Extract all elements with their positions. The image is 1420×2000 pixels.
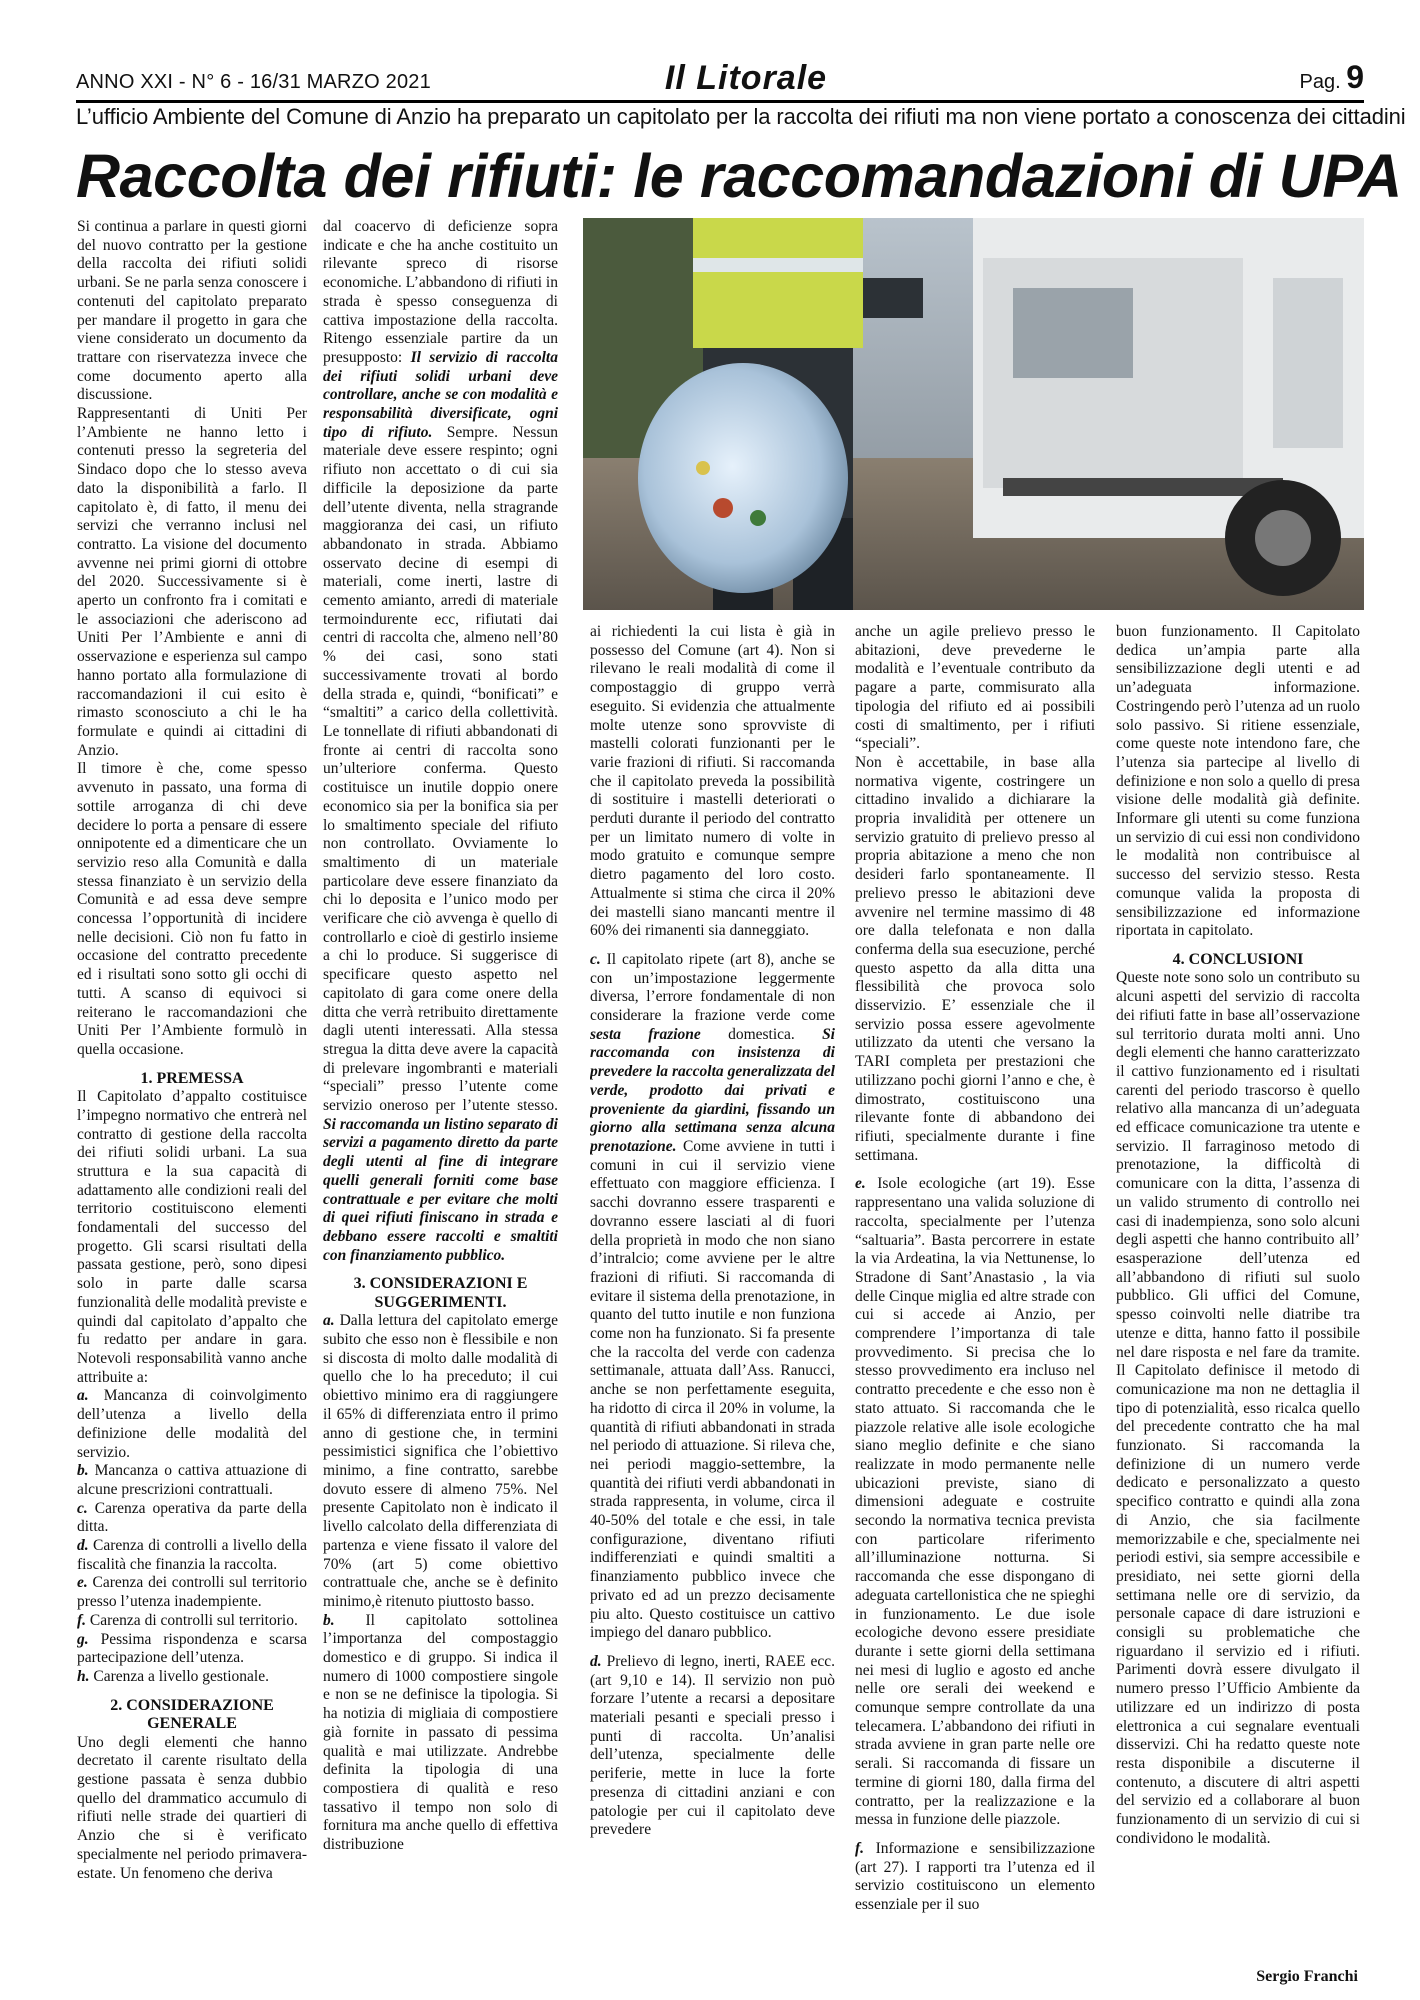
paragraph: dal coacervo di deficienze sopra indicate e che ha anche costituito un rilevante spreco di risorse economiche. L’abbandono di rifiuti in strada è spesso conseguenza di cattiva impostazione della raccolta. Ritengo essenziale partire da un presupposto: Il servizio di raccolta dei rifiuti solidi urbani deve controllare, anche se con modalità e responsabilità diversificate, ogni tipo di rifiuto. Sempre. Nessun materiale deve essere respinto; ogni rifiuto non accettato o di cui sia difficile la deposizione da parte dell’utente diventa, nella stragrande maggioranza dei casi, un rifiuto abbandonato in strada. Abbiamo osservato decine di esempi di materiali, come inerti, lastre di cemento amianto, arredi di materiale termoindurente ecc, rifiutati dai centri di raccolta che, almeno nell’80 % dei casi, sono stati successivamente trovati al bordo della strada e, quindi, “bonificati” e “smaltiti” a carico della collettività. Le tonnellate di rifiuti abbandonati di fronte ai centri di raccolta sono un’ulteriore conferma. Questo costituisce un inutile doppio onere economico sia per la bonifica sia per lo smaltimento speciale del rifiuto non controllato. Ovviamente lo smaltimento di un materiale particolare deve essere finanziato da chi lo deposita e l’unico modo per verificare che ciò avvenga è quello di controllarlo e cioè di gestirlo insieme a chi lo produce. Si suggerisce di specificare questo aspetto nel capitolato di gara come onere della ditta che verrà retribuito direttamente dagli utenti interessati. Alla stessa stregua la ditta deve avere la capacità di prelevare ingombranti e materiali “speciali” presso l’utente come servizio oneroso per l’utente stesso. Si raccomanda un listino separato di servizi a pagamento diretto da parte degli utenti al fine di integrare quelli generali forniti come base contrattuale e per evitare che molti di quei rifiuti finiscano in strada e debbano essere raccolti e smaltiti con finanziamento pubblico. bbox=[323, 218, 558, 1264]
article-column-2 bbox=[323, 218, 558, 1988]
article-column-1 bbox=[77, 218, 307, 1988]
masthead bbox=[76, 58, 1364, 103]
section-heading: 4. CONCLUSIONI bbox=[1172, 950, 1304, 968]
paragraph: Il timore è che, come spesso avvenuto in passato, una forma di sottile arroganza di chi deve decidere lo porta a pensare di essere onnipotente ed a dimenticare che un servizio reso alla Comunità e dalla stessa finanziato è un servizio della Comunità e ad essa deve sempre concessa l’opportunità di incidere nelle decisioni. Ciò non fu fatto in occasione del contratto precedente ed i risultati sono sotto gli occhi di tutti. A scanso di equivoci si reiterano le raccomandazioni che Uniti Per l’Ambiente formulò in quella occasione. bbox=[77, 760, 307, 1058]
section-heading: 3. CONSIDERAZIONI E SUGGERIMENTI. bbox=[353, 1275, 528, 1311]
paragraph: Non è accettabile, in base alla normativa vigente, costringere un cittadino invalido a dichiarare la propria invalidità per ottenere un servizio gratuito di prelievo presso al propria abitazione a meno che non desideri farlo spontaneamente. Il prelievo presso le abitazioni deve avvenire nel termine massimo di 48 ore dalla telefonata e non dalla conferma della sua esecuzione, perché questo aspetto da alla ditta una flessibilità che provoca solo disservizio. E’ essenziale che il servizio possa essere agevolmente utilizzato da utenti che versano la TARI completa per prestazioni che utilizzano pochi giorni l’anno e che, è dimostrato, costituiscono una rilevante fonte di abbandono dei rifiuti, specialmente durante i fine settimana. bbox=[855, 753, 1095, 1164]
paragraph: Uno degli elementi che hanno decretato il carente risultato della gestione passata è senza dubbio quello del drammatico accumulo di rifiuti nelle strade dei quartieri di Anzio che si è verificato specialmente nel periodo primavera-estate. Un fenomeno che deriva bbox=[77, 1733, 307, 1882]
paragraph: buon funzionamento. Il Capitolato dedica un’ampia parte alla sensibilizzazione degli utenti e ad un’adeguata informazione. Costringendo però l’utenza ad un ruolo solo passivo. Si ritiene essenziale, come queste note intendono fare, che l’utenza sia partecipe al livello di definizione e non solo a quello di presa visione delle modalità già definite. Informare gli utenti su come funziona un servizio di cui essi non condividono le modalità non contribuisce al successo del servizio stesso. Resta comunque valida la proposta di sensibilizzazione ed informazione riportata in capitolato. bbox=[1116, 623, 1360, 940]
article-photo-garbage-collection bbox=[583, 218, 1364, 610]
paragraph: Queste note sono solo un contributo su alcuni aspetti del servizio di raccolta dei rifiuti fatte in base all’osservazione sul territorio durata molti anni. Uno degli elementi che hanno caratterizzato il cattivo funzionamento ed i risultati carenti del periodo trascorso è quello relativo alla mancanza di un’adeguata ed efficace comunicazione tra utente e servizio. Il farraginoso metodo di prenotazione, la difficoltà di comunicare con la ditta, l’assenza di un valido strumento di controllo nei casi di inadempienza, sono solo alcuni degli aspetti che hanno contribuito all’ esasperazione dell’utenza ed all’abbandono di rifiuti sul suolo pubblico. Gli uffici del Comune, spesso coinvolti nelle diatribe tra utenze e ditta, hanno fatto il possibile nel dare risposta e nel fare da tramite. Il Capitolato definisce il metodo di comunicazione ma non ne dettaglia il tipo di potenzialità, esso ricalca quello del precedente contratto che ha mal funzionato. Si raccomanda la definizione di un numero verde dedicato e personalizzato a questo specifico contratto e quindi alla zona di Anzio, che sia facilmente memorizzabile e che, specialmente nei periodi estivi, sia sempre accessibile e presidiato, nei sette giorni della settimana nelle ore di servizio, da personale capace di dare istruzioni e consigli su problematiche che riguardano il servizio ed i rifiuti. Parimenti dovrà essere divulgato il numero presso l’Ufficio Ambiente da utilizzare ed un indirizzo di posta elettronica a cui segnalare eventuali disservizi. Chi ha redatto queste note resta disponibile a discuterne il contenuto, a discutere di altri aspetti del servizio ed a collaborare al buon funzionamento di un servizio di cui si condividono le modalità. bbox=[1116, 969, 1360, 1847]
paragraph: c. Il capitolato ripete (art 8), anche se con un’impostazione leggermente diversa, l’errore fondamentale di non considerare la frazione verde come sesta frazione domestica. Si raccomanda con insistenza di prevedere la raccolta generalizzata del verde, prodotto dai privati e proveniente da giardini, fissando un giorno alla settimana senza alcuna prenotazione. Come avviene in tutti i comuni in cui il servizio viene effettuato con maggiore efficienza. I sacchi dovranno essere trasparenti e dovranno essere lasciati al di fuori della proprietà in modo che non siano d’intralcio; come avviene per le altre frazioni di rifiuti. Si raccomanda di evitare il sistema della prenotazione, in quanto del tutto inutile e non funziona come non ha funzionato. Si fa presente che la raccolta del verde con cadenza settimanale, attuata dall’Ass. Ranucci, anche se non perfettamente eseguita, ha ridotto di circa il 20% in volume, la quantità di rifiuti abbandonati in strada nel periodo di attuazione. Si rileva che, nei periodi maggio-settembre, la quantità dei rifiuti verdi abbandonati in strada rappresenta, in volume, circa il 40-50% del totale e che essi, in tale configurazione, diventano rifiuti indifferenziati e quindi smaltiti a finanziamento pubblico invece che privato ed ad un prezzo decisamente piu alto. Questo costituisce un cattivo impiego del danaro pubblico. bbox=[590, 950, 835, 1642]
paragraph: d. Prelievo di legno, inerti, RAEE ecc. (art 9,10 e 14). Il servizio non può forzare l’utente a recarsi a depositare materiali pesanti e speciali presso i punti di raccolta. Un’analisi dell’utenza, specialmente delle periferie, mette in luce la forte presenza di cittadini anziani e con patologie per cui il capitolato deve prevedere bbox=[590, 1652, 835, 1839]
paper-logo: Il Litorale bbox=[664, 59, 828, 97]
list-item: b. Mancanza o cattiva attuazione di alcune prescrizioni contrattuali. bbox=[77, 1462, 307, 1498]
article-subhead: L’ufficio Ambiente del Comune di Anzio ha preparato un capitolato per la raccolta dei rifiuti ma non viene portato a conoscenza dei cittadini bbox=[76, 104, 1406, 129]
article-column-5 bbox=[1116, 623, 1360, 1988]
list-item: f. Carenza di controlli sul territorio. bbox=[77, 1611, 298, 1629]
photo-illustration bbox=[583, 218, 1364, 610]
list-item: c. Carenza operativa da parte della ditta. bbox=[77, 1499, 307, 1536]
article-headline: Raccolta dei rifiuti: le raccomandazioni di UPA bbox=[76, 142, 1402, 210]
author-signature: Sergio Franchi bbox=[1256, 1968, 1358, 1985]
paragraph: Il Capitolato d’appalto costituisce l’impegno normativo che entrerà nel contratto di gestione della raccolta dei rifiuti solidi urbani. La sua struttura e la sua capacità di adattamento alle condizioni reali del territorio costituiscono elementi fondamentali del successo del progetto. Gli scarsi risultati della passata gestione, però, sono dipesi solo in parte dalle scarsa funzionalità delle modalità previste e quindi dal capitolato d’appalto che fu redatto per andare in gara. Notevoli responsabilità vanno anche attribuite a: bbox=[77, 1088, 307, 1386]
paragraph: Rappresentanti di Uniti Per l’Ambiente ne hanno letto i contenuti presso la segreteria del Sindaco dopo che lo stesso aveva dato la disponibilità a farlo. Il capitolato è, di fatto, il menu dei servizi che verranno inclusi nel contratto. La visione del documento avvenne nei primi giorni di ottobre del 2020. Successivamente si è aperto un confronto fra i comitati e le associazioni che aderiscono ad Uniti Per l’Ambiente e anni di osservazione e esperienza sul campo hanno portato alla formulazione di raccomandazioni il cui esito è rimasto sconosciuto a chi le ha formulate e quindi ai cittadini di Anzio. bbox=[77, 405, 307, 759]
page-number: Pag. 9 bbox=[1299, 59, 1364, 95]
list-item: g. Pessima rispondenza e scarsa partecipazione dell’utenza. bbox=[77, 1630, 307, 1667]
issue-info: ANNO XXI - N° 6 - 16/31 MARZO 2021 bbox=[76, 71, 431, 93]
article-column-3 bbox=[590, 623, 835, 1988]
list-item: d. Carenza di controlli a livello della fiscalità che finanzia la raccolta. bbox=[77, 1537, 307, 1573]
list-item: a. Mancanza di coinvolgimento dell’utenza a livello della definizione delle modalità del servizio. bbox=[77, 1387, 307, 1461]
paragraph: Si continua a parlare in questi giorni del nuovo contratto per la gestione della raccolta dei rifiuti solidi urbani. Se ne parla senza conoscere i contenuti del capitolato preparato per mandare il progetto in gara che viene considerato un documento da trattare con riservatezza invece che come documento aperto alla discussione. bbox=[77, 218, 307, 404]
section-heading: 2. CONSIDERAZIONE GENERALE bbox=[110, 1696, 274, 1733]
section-heading: 1. PREMESSA bbox=[140, 1069, 244, 1087]
paragraph: ai richiedenti la cui lista è già in possesso del Comune (art 4). Non si rilevano le reali modalità di come il compostaggio di gruppo verrà eseguito. Si evidenzia che attualmente molte utenze sono sprovviste di mastelli colorati funzionanti per le varie frazioni di rifiuti. Si raccomanda che il capitolato preveda la possibilità di sostituire i mastelli deteriorati o perduti durante il periodo del contratto per un limitato numero di volte in modo gratuito e comunque sempre dietro pagamento del loro costo. Attualmente si stima che circa il 20% dei mastelli siano mancanti mentre il 60% dei rimanenti sia danneggiato. bbox=[590, 623, 835, 940]
paragraph: e. Isole ecologiche (art 19). Esse rappresentano una valida soluzione di raccolta, specialmente per l’utenza “saltuaria”. Basta percorrere in estate la via Ardeatina, la via Nettunense, lo Stradone di Sant’Anastasio , la via delle Cinque miglia ed altre strade con cui si accede ai Anzio, per comprendere l’importanza di tale provvedimento. Si precisa che lo stesso provvedimento era incluso nel contratto precedente e che esso non è stato attuato. Si raccomanda che le piazzole relative alle isole ecologiche siano meglio definite e che siano realizzate in modo permanente nelle ubicazioni previste, siano di dimensioni adeguate e costruite secondo la normativa tecnica prevista con particolare riferimento all’illuminazione notturna. Si raccomanda che esse dispongano di adeguata cartellonistica che ne spieghi in funzionamento. Le due isole ecologiche devono essere presidiate durante i sette giorni della settimana nei mesi di luglio e agosto ed anche nelle ore serali dei weekend e comunque sempre controllate da una telecamera. L’abbandono dei rifiuti in strada avviene in gran parte nelle ore serali. Si raccomanda di fissare un termine di giorni 180, dalla firma del contratto, per la realizzazione e la messa in funzione delle piazzole. bbox=[855, 1175, 1095, 1829]
list-item: h. Carenza a livello gestionale. bbox=[77, 1667, 269, 1685]
paragraph: a. Dalla lettura del capitolato emerge subito che esso non è flessibile e non si discosta di molto dalle modalità di quello che lo ha preceduto; il cui obiettivo minimo era di raggiungere il 65% di differenziata entro il primo anno di gestione che, in termini pessimistici significa che l’obiettivo minimo, a fine contratto, sarebbe dovuto essere di almeno 75%. Nel presente Capitolato non è indicato il livello calcolato della differenziata di partenza e viene fissato il valore del 70% (art 5) come obiettivo contrattuale che, anche se è definito minimo,è ritenuto piuttosto basso. bbox=[323, 1312, 558, 1610]
article-column-4 bbox=[855, 623, 1095, 1988]
paragraph: anche un agile prelievo presso le abitazioni, deve prevederne le modalità e l’eventuale contributo da pagare a parte, commisurato alla tipologia del rifiuto ed ai possibili costi di smaltimento, per i rifiuti “speciali”. bbox=[855, 623, 1095, 753]
paragraph: b. Il capitolato sottolinea l’importanza del compostaggio domestico e di gruppo. Si indica il numero di 1000 compostiere singole e non se ne definisce la tipologia. Si ha notizia di migliaia di compostiere già fornite in passato di pessima qualità e mai utilizzate. Andrebbe definita la tipologia di una compostiera di qualità e reso tassativo il tempo non solo di fornitura ma anche quello di effettiva distribuzione bbox=[323, 1611, 558, 1854]
list-item: e. Carenza dei controlli sul territorio presso l’utenza inadempiente. bbox=[77, 1574, 307, 1611]
paragraph: f. Informazione e sensibilizzazione (art 27). I rapporti tra l’utenza ed il servizio costituiscono un elemento essenziale per il suo bbox=[855, 1840, 1095, 1914]
